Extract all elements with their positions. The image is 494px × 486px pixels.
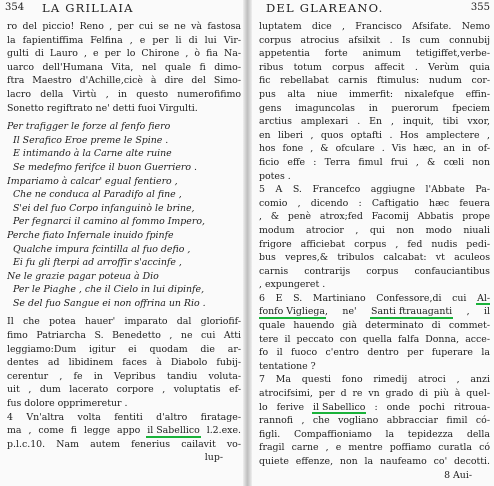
left-page-header xyxy=(5,1,241,17)
right-page-header xyxy=(258,1,490,17)
text-line: hos fone , & ofculare . Vis hæc, an in of- xyxy=(259,143,490,155)
text-line: p.l.c.10. Nam autem fenerius cailavit vo- xyxy=(7,438,241,450)
highlighted-sabellico: il Sabellico xyxy=(147,425,200,437)
text-line: 7 Ma questi fono rimedij atroci , anzi xyxy=(259,374,490,386)
text-segment: , ne' xyxy=(325,306,372,318)
text-segment: ma , come fi legge appo xyxy=(7,425,148,437)
text-line: pus alta niue immerfit: nixalefque effin- xyxy=(259,88,490,100)
left-page-text xyxy=(7,20,241,465)
text-line: 5 A S. Francefco aggiugne l'Abbate Pa- xyxy=(259,184,490,196)
verse-line: S'ei del fuo Corpo infanguinò le brine, xyxy=(13,202,195,214)
text-line: potes . xyxy=(259,170,291,182)
text-line: fragil carne , e mentre poffiamo curatla có xyxy=(259,442,490,454)
verse-line: Per trafigger le forze al fenfo fiero xyxy=(7,121,171,133)
text-line: dentes ad libidinem faces à Diabolo fubij- xyxy=(7,357,241,369)
highlighted-santi-strauaganti: Santi ftrauaganti xyxy=(371,306,453,318)
text-line: figli. Compaffioniamo la tepidezza della xyxy=(259,428,490,440)
text-line: gulti di Lauro , e per lo Chirone , ò fia Na- xyxy=(7,48,241,60)
text-line: fus dolore opprimeretur . xyxy=(7,398,128,410)
catchword: lup- xyxy=(204,452,223,464)
text-line: ftra Maestro d'Achille,cicè à dire del Simo- xyxy=(7,75,241,87)
text-line-with-highlight xyxy=(7,424,241,438)
text-line: ficio effe : Terra fimul frui , & cœli non xyxy=(259,156,490,168)
left-page-number: 354 xyxy=(5,2,25,13)
text-line-with-highlight xyxy=(259,292,490,306)
text-segment: , il xyxy=(452,306,490,318)
text-line: fimo Patriarcha S. Benedetto , ne cui Atti xyxy=(7,330,241,342)
verse-line: Ei fu gli fterpi ad arroffir s'accinfe , xyxy=(13,257,182,269)
text-line: corpus atrocius afsilxit . Is cum connubij xyxy=(259,34,490,46)
text-line: carnis contrarijs corpus confauciantibus xyxy=(259,265,490,277)
highlighted-sabellico: il Sabellico xyxy=(313,401,366,413)
text-line: modum atrocior , qui non modo niuali xyxy=(259,224,490,236)
right-page xyxy=(250,0,494,486)
text-line: bus vepres,& tribulos calcabat: vt aculeos xyxy=(259,252,490,264)
text-line: frigore afficiebat corpus , fed nudis pedi- xyxy=(259,238,490,250)
verse-line: Perche fiato Infernale inuido fpinfe xyxy=(7,229,174,241)
text-line: lacro della Virtù , in questo numerofifimo xyxy=(7,88,241,100)
highlighted-alfonso: Al- xyxy=(477,292,490,304)
text-line: fic rebellabat carnis ftimulus: nudum cor- xyxy=(259,75,490,87)
text-line-with-highlight xyxy=(259,401,490,415)
text-line: rannofi , che vogliano abbracciar fimil có- xyxy=(259,415,490,427)
text-line: quale hauendo già determinato di commet- xyxy=(259,320,490,332)
text-line: atrocifsimi, per d re vn grado di più à quel- xyxy=(259,388,490,400)
text-line: tentatione ? xyxy=(259,360,316,372)
verse-line: Qualche impura fcintilla al fuo defio , xyxy=(13,243,191,255)
text-line: fo il fuoco c'entro dentro per fuperare la xyxy=(259,347,490,359)
verse-line: Il Serafico Eroe preme le Spine . xyxy=(13,134,169,146)
text-line: 4 Vn'altra volta fentiti d'altro firatage- xyxy=(7,411,241,423)
text-segment: : onde pochi ritroua- xyxy=(365,401,490,413)
text-line: gens imaguncolas in puerorum fpeciem xyxy=(259,102,490,114)
left-running-title: LA GRILLAIA xyxy=(42,1,134,15)
text-line: cerentur , fe in Vepribus tandiu voluta- xyxy=(7,370,241,382)
highlighted-vigliega: fonfo Vigliega xyxy=(259,306,325,318)
right-page-number: 355 xyxy=(470,2,490,13)
verse-line: Che ne conduca al Paradifo al fine , xyxy=(13,189,182,201)
text-line: appetentia forte animum tetigiffet,verbe- xyxy=(259,48,490,60)
text-line-with-highlight xyxy=(259,305,490,319)
text-line: ribus totum corpus affecit . Verùm quia xyxy=(259,61,490,73)
text-line: arctius amplexari . En , inquit, tibi vxor, xyxy=(259,116,490,128)
text-line: ro del piccio! Reno , per cui se ne và fastosa xyxy=(7,21,241,32)
catchword: 8 Aui- xyxy=(444,469,472,481)
text-line: Sonetto regiftrato ne' detti fuoi Virgulti. xyxy=(7,102,198,114)
text-line: en liberi , quos optafti . Hos amplectere , xyxy=(259,129,490,141)
text-line: , & penè atrox;fed Facomij Abbatis prope xyxy=(259,211,490,223)
text-segment: 6 E S. Martiniano Confessore,di cui xyxy=(259,292,478,304)
right-running-title: DEL GLAREANO. xyxy=(266,1,384,15)
text-line: tere il peccato con quella falfa Donna, acce- xyxy=(259,333,490,345)
verse-line: Impariamo à calcar' egual fentiero , xyxy=(7,175,178,187)
text-line: la fapientiffima Felfina , e per li di lui Vir- xyxy=(7,34,241,46)
text-line: , expungeret . xyxy=(259,279,326,291)
text-line: leggiamo:Dum igitur ei quodam die ar- xyxy=(7,343,241,355)
verse-line: Se del fuo Sangue ei non offrina un Rio . xyxy=(13,297,206,309)
text-line: comio , dicendo : Caftigatio hæc feuera xyxy=(259,197,490,209)
verse-line: E intimando à la Carne alte ruine xyxy=(13,148,172,160)
verse-line: Se medefmo ferifce il buon Guerriero . xyxy=(13,161,198,173)
text-segment: l.2.exe. xyxy=(199,425,241,437)
right-page-text xyxy=(259,20,490,482)
text-line: quiete effenze, non la naufeamo co' decotti. xyxy=(259,456,490,467)
text-line: luptatem dice , Francisco Afsifate. Nemo xyxy=(259,21,490,32)
text-segment: lo ferive xyxy=(259,401,314,413)
verse-line: Per le Piaghe , che il Cielo in lui dipinfe, xyxy=(13,284,205,296)
text-line: Il che potea hauer' imparato dal gloriofif- xyxy=(7,316,241,328)
left-page xyxy=(0,0,246,486)
verse-line: Per fegnarci il camino al fommo Impero, xyxy=(13,216,205,228)
verse-line: Ne le grazie pagar poteua à Dio xyxy=(7,270,159,282)
text-line: uit , dum lacerato corpore , voluptatis ef- xyxy=(7,384,241,396)
text-line: uarco dell'Humana Vita, nel quale fi dimo- xyxy=(7,61,241,73)
